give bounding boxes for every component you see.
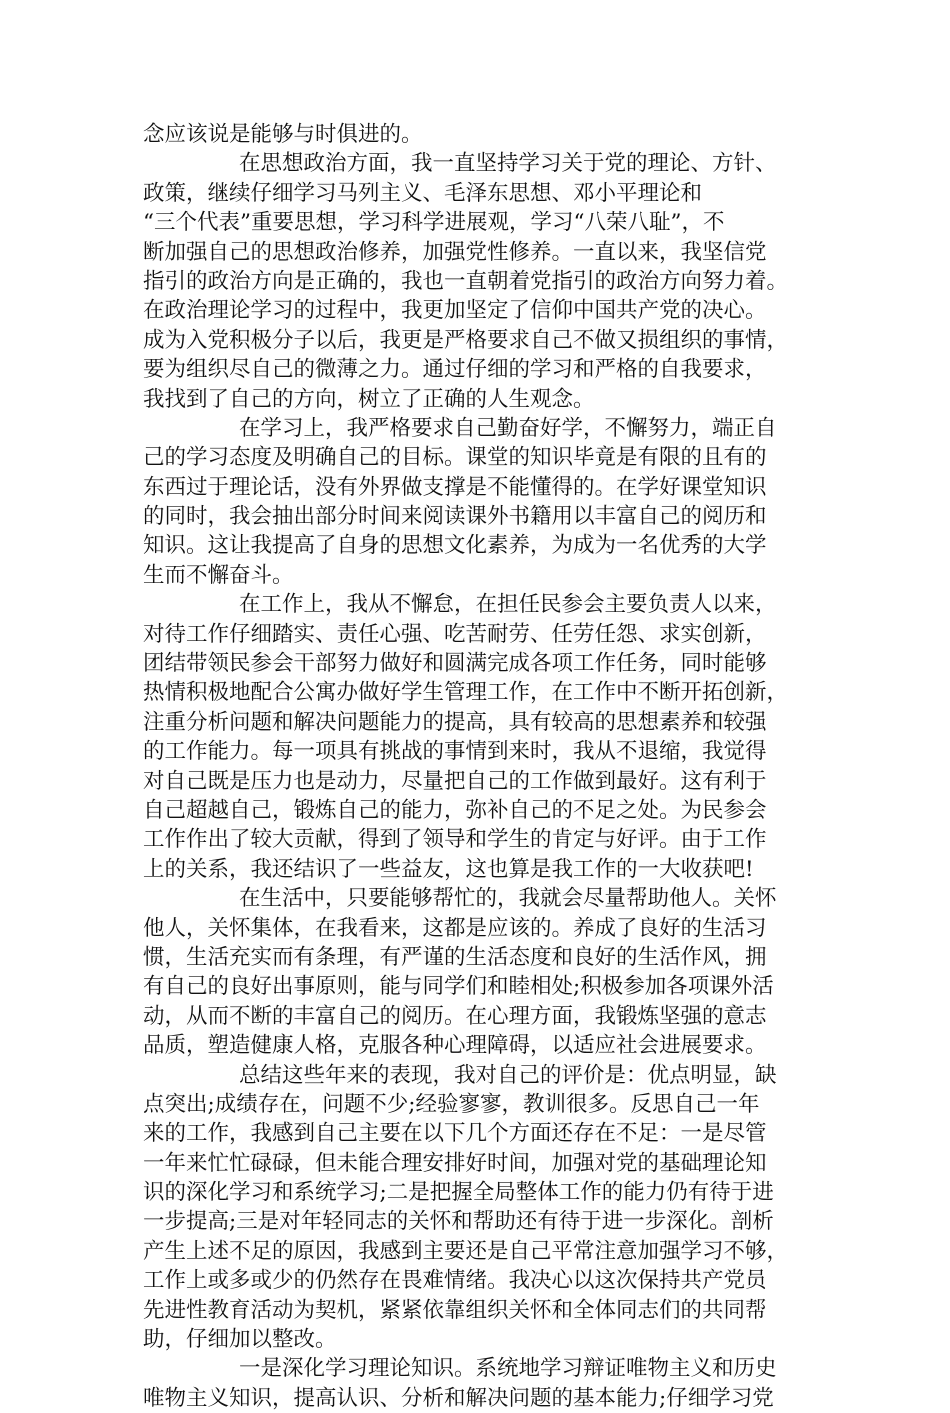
text-line: 生而不懈奋斗。	[143, 562, 294, 588]
paragraph-first-line: 在思想政治方面，我一直坚持学习关于党的理论、方针、	[239, 151, 777, 177]
text-line: 知识。这让我提高了自身的思想文化素养，为成为一名优秀的大学	[143, 533, 767, 559]
text-line: 一年来忙忙碌碌，但未能合理安排好时间，加强对党的基础理论知	[143, 1150, 767, 1176]
text-line: “三个代表”重要思想，学习科学进展观，学习“八荣八耻”，不	[143, 210, 725, 236]
text-line: 工作上或多或少的仍然存在畏难情绪。我决心以这次保持共产党员	[143, 1268, 767, 1294]
text-line: 热情积极地配合公寓办做好学生管理工作，在工作中不断开拓创新，	[143, 680, 789, 706]
text-line: 产生上述不足的原因，我感到主要还是自己平常注意加强学习不够，	[143, 1238, 789, 1264]
text-line: 品质，塑造健康人格，克服各种心理障碍，以适应社会进展要求。	[143, 1033, 767, 1059]
text-line: 对待工作仔细踏实、责任心强、吃苦耐劳、任劳任怨、求实创新，	[143, 621, 767, 647]
text-line: 要为组织尽自己的微薄之力。通过仔细的学习和严格的自我要求，	[143, 357, 767, 383]
paragraph-first-line: 在生活中，只要能够帮忙的，我就会尽量帮助他人。关怀	[239, 886, 777, 912]
text-line: 成为入党积极分子以后，我更是严格要求自己不做又损组织的事情，	[143, 327, 789, 353]
text-line: 的工作能力。每一项具有挑战的事情到来时，我从不退缩，我觉得	[143, 739, 767, 765]
text-line: 我找到了自己的方向，树立了正确的人生观念。	[143, 386, 595, 412]
text-line: 念应该说是能够与时俱进的。	[143, 122, 423, 147]
text-line: 动，从而不断的丰富自己的阅历。在心理方面，我锻炼坚强的意志	[143, 1003, 767, 1029]
paragraph-first-line: 总结这些年来的表现，我对自己的评价是：优点明显，缺	[239, 1062, 777, 1088]
text-line: 点突出;成绩存在，问题不少;经验寥寥，教训很多。反思自己一年	[143, 1091, 760, 1117]
text-line: 一步提高;三是对年轻同志的关怀和帮助还有待于进一步深化。剖析	[143, 1209, 774, 1235]
text-line: 指引的政治方向是正确的，我也一直朝着党指引的政治方向努力着。	[143, 268, 789, 294]
text-line: 的同时，我会抽出部分时间来阅读课外书籍用以丰富自己的阅历和	[143, 504, 767, 530]
text-line: 注重分析问题和解决问题能力的提高，具有较高的思想素养和较强	[143, 709, 767, 735]
paragraph-first-line: 在学习上，我严格要求自己勤奋好学，不懈努力，端正自	[239, 415, 777, 441]
text-line: 识的深化学习和系统学习;二是把握全局整体工作的能力仍有待于进	[143, 1180, 774, 1206]
text-line: 来的工作，我感到自己主要在以下几个方面还存在不足：一是尽管	[143, 1121, 767, 1147]
paragraph-first-line: 在工作上，我从不懈怠，在担任民参会主要负责人以来，	[239, 592, 777, 618]
text-line: 团结带领民参会干部努力做好和圆满完成各项工作任务，同时能够	[143, 651, 767, 677]
text-line: 政策，继续仔细学习马列主义、毛泽东思想、邓小平理论和	[143, 180, 703, 206]
document-body	[143, 120, 808, 1413]
text-line: 断加强自己的思想政治修养，加强党性修养。一直以来，我坚信党	[143, 239, 767, 265]
text-line: 唯物主义知识，提高认识、分析和解决问题的基本能力;仔细学习党	[143, 1385, 774, 1411]
text-line: 己的学习态度及明确自己的目标。课堂的知识毕竟是有限的且有的	[143, 445, 767, 471]
text-line: 东西过于理论话，没有外界做支撑是不能懂得的。在学好课堂知识	[143, 474, 767, 500]
text-line: 助，仔细加以整改。	[143, 1327, 337, 1353]
paragraph-first-line: 一是深化学习理论知识。系统地学习辩证唯物主义和历史	[239, 1356, 777, 1382]
text-line: 自己超越自己，锻炼自己的能力，弥补自己的不足之处。为民参会	[143, 797, 767, 823]
text-line: 对自己既是压力也是动力，尽量把自己的工作做到最好。这有利于	[143, 768, 767, 794]
text-line: 工作作出了较大贡献，得到了领导和学生的肯定与好评。由于工作	[143, 827, 767, 853]
text-line: 惯，生活充实而有条理，有严谨的生活态度和良好的生活作风，拥	[143, 944, 767, 970]
text-line: 先进性教育活动为契机，紧紧依靠组织关怀和全体同志们的共同帮	[143, 1297, 767, 1323]
text-line: 上的关系，我还结识了一些益友，这也算是我工作的一大收获吧!	[143, 856, 754, 882]
text-line: 有自己的良好出事原则，能与同学们和睦相处;积极参加各项课外活	[143, 974, 774, 1000]
text-line: 在政治理论学习的过程中，我更加坚定了信仰中国共产党的决心。	[143, 298, 767, 324]
text-line: 他人，关怀集体，在我看来，这都是应该的。养成了良好的生活习	[143, 915, 767, 941]
